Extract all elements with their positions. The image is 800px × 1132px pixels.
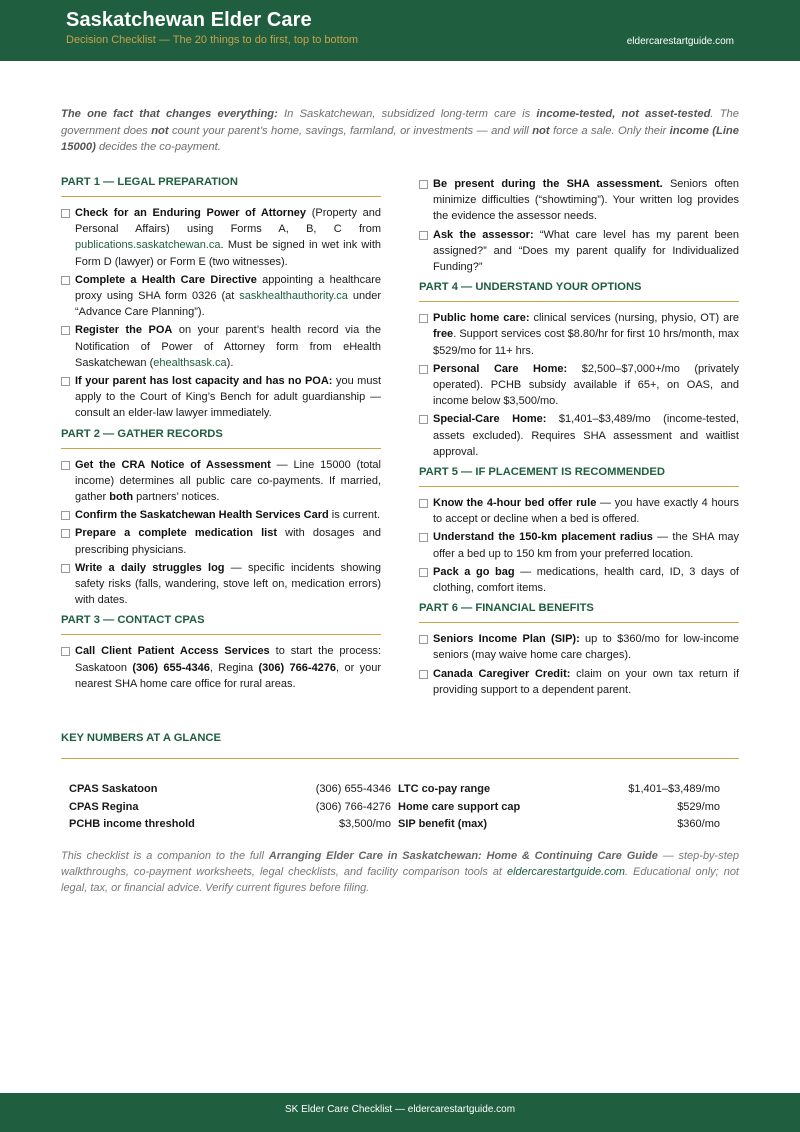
item-text: (Property and Personal Affairs) using Forms A, B, C from xyxy=(75,207,382,236)
checkbox-icon[interactable] xyxy=(61,461,70,470)
part3-section xyxy=(61,614,381,692)
part5-section xyxy=(419,466,739,596)
key-row xyxy=(398,816,720,834)
part2-section xyxy=(61,428,381,609)
intro-bold: income-tested, not asset-tested xyxy=(536,108,711,120)
part6-title: PART 6 — FINANCIAL BENEFITS xyxy=(419,602,739,623)
item-link[interactable]: saskhealthauthority.ca xyxy=(239,290,348,303)
checklist-item xyxy=(61,457,381,506)
key-value: $1,401–$3,489/mo xyxy=(628,783,720,795)
checkbox-icon[interactable] xyxy=(61,529,70,538)
item-text: , or your nearest SHA home care office for rural areas. xyxy=(75,661,381,690)
checklist-item xyxy=(419,361,739,410)
part1-title: PART 1 — LEGAL PREPARATION xyxy=(61,176,381,197)
item-text: ). xyxy=(226,356,234,369)
checklist-item xyxy=(61,272,381,321)
checklist-item xyxy=(419,310,739,359)
checklist-item xyxy=(419,495,739,527)
checkbox-icon[interactable] xyxy=(61,564,70,573)
item-heading: Personal Care Home: xyxy=(433,362,568,375)
checkbox-icon[interactable] xyxy=(61,377,70,386)
part2-title: PART 2 — GATHER RECORDS xyxy=(61,428,381,449)
checklist-item xyxy=(419,176,739,225)
item-text: — you have exactly 4 hours to accept or decline when a bed is offered. xyxy=(433,497,739,526)
item-bold: free xyxy=(433,328,454,341)
key-row xyxy=(69,799,391,817)
item-text: on your parent’s health record via the Notification of Power of Attorney form from eHealth Saskatchewan ( xyxy=(75,324,381,369)
key-label: Home care support cap xyxy=(398,800,521,813)
header-banner xyxy=(0,0,800,61)
footnote-text: — step-by-step walkthroughs, co-payment worksheets, legal checklists, and facility comparison tools at xyxy=(61,850,740,879)
checkbox-icon[interactable] xyxy=(419,180,428,189)
checklist-item xyxy=(419,666,739,698)
item-text: Seniors often minimize difficulties (“showtiming”). Your written log provides the evidence the assessor needs. xyxy=(433,178,739,223)
item-heading: Ask the assessor: xyxy=(433,228,534,241)
page-title: Saskatchewan Elder Care xyxy=(66,9,312,31)
item-text: , Regina xyxy=(209,661,259,674)
checkbox-icon[interactable] xyxy=(419,365,428,374)
checkbox-icon[interactable] xyxy=(61,326,70,335)
page-subtitle: Decision Checklist — The 20 things to do first, top to bottom xyxy=(66,34,359,46)
item-heading: Canada Caregiver Credit: xyxy=(433,667,571,680)
checkbox-icon[interactable] xyxy=(419,533,428,542)
checkbox-icon[interactable] xyxy=(419,568,428,577)
checklist-item xyxy=(419,411,739,460)
footnote-text: This checklist is a companion to the full xyxy=(61,850,269,862)
part4-section xyxy=(419,281,739,460)
guide-title: Arranging Elder Care in Saskatchewan: Home & Continuing Care Guide xyxy=(268,850,658,862)
item-heading: Prepare a complete medication list xyxy=(75,527,277,540)
item-text: $1,401–$3,489/mo (income-tested, assets excluded). Requires SHA assessment and waitlist approval. xyxy=(433,413,739,458)
intro-bold: income (Line 15000) xyxy=(61,124,739,153)
part4-title: PART 4 — UNDERSTAND YOUR OPTIONS xyxy=(419,281,739,302)
item-heading: Call Client Patient Access Services xyxy=(75,645,270,658)
checklist-item xyxy=(419,227,739,276)
checklist-item xyxy=(61,560,381,609)
item-heading: Know the 4-hour bed offer rule xyxy=(433,497,597,510)
key-label: PCHB income threshold xyxy=(69,818,195,831)
key-row xyxy=(398,781,720,799)
item-text: is current. xyxy=(328,509,381,522)
item-heading: If your parent has lost capacity and has no POA: xyxy=(75,375,333,388)
checklist-item xyxy=(419,564,739,596)
item-text: clinical services (nursing, physio, OT) are xyxy=(529,312,739,325)
right-column xyxy=(419,176,739,704)
intro-bold: not xyxy=(151,124,169,137)
intro-text: force a sale. Only their xyxy=(549,124,670,137)
key-label: SIP benefit (max) xyxy=(398,818,488,831)
checkbox-icon[interactable] xyxy=(419,499,428,508)
item-heading: Complete a Health Care Directive xyxy=(75,273,257,286)
checkbox-icon[interactable] xyxy=(61,276,70,285)
key-numbers-table xyxy=(61,781,739,841)
checklist-item xyxy=(61,525,381,557)
part6-section xyxy=(419,602,739,698)
item-text: up to $360/mo for low-income seniors (may waive home care charges). xyxy=(433,633,739,662)
checklist-item xyxy=(61,373,381,422)
key-value: $529/mo xyxy=(677,800,720,813)
item-heading: Get the CRA Notice of Assessment xyxy=(75,458,271,471)
footnote-text: . Educational only; not legal, tax, or financial advice. Verify current figures before filing. xyxy=(61,866,739,895)
checklist-item xyxy=(61,322,381,371)
item-text: claim on your own tax return if providing support to a dependent parent. xyxy=(433,667,739,696)
intro-bold: not xyxy=(532,124,550,137)
checkbox-icon[interactable] xyxy=(419,670,428,679)
part3-title: PART 3 — CONTACT CPAS xyxy=(61,614,381,635)
key-row xyxy=(69,781,391,799)
item-text: you must apply to the Court of King’s Bench for adult guardianship — consult an elder-law lawyer immediately. xyxy=(75,375,381,420)
key-numbers-left xyxy=(69,781,391,834)
item-text: appointing a healthcare proxy using SHA form 0326 (at xyxy=(75,273,381,303)
key-numbers-section xyxy=(61,732,739,841)
item-bold: (306) 655-4346 xyxy=(132,661,210,674)
key-row xyxy=(69,816,391,834)
part1-section xyxy=(61,176,381,422)
item-heading: Be present during the SHA assessment. xyxy=(433,178,663,190)
item-text: partners’ notices. xyxy=(133,491,220,504)
key-label: CPAS Saskatoon xyxy=(69,783,158,795)
item-bold: (306) 766-4276 xyxy=(258,661,337,674)
item-text: “What care level has my parent been assigned?” and “Does my parent qualify for Individualized Funding?” xyxy=(433,228,739,274)
checklist-item xyxy=(419,631,739,663)
checklist-item xyxy=(61,205,381,270)
item-text: . Must be signed in wet ink with Form D (lawyer) or Form E (two witnesses). xyxy=(75,239,381,268)
intro-lead: The one fact that changes everything: xyxy=(61,108,278,120)
item-text: to start the process: Saskatoon xyxy=(75,645,382,674)
footnote-link[interactable]: eldercarestartguide.com xyxy=(506,866,625,879)
item-text: — medications, health card, ID, 3 days of clothing, comfort items. xyxy=(433,565,739,595)
key-label: CPAS Regina xyxy=(69,800,139,813)
footnote-paragraph xyxy=(61,848,739,897)
item-text: — Line 15000 (total income) determines all public care co-payments. If married, gather xyxy=(75,458,381,504)
checkbox-icon[interactable] xyxy=(419,314,428,323)
key-value: $3,500/mo xyxy=(339,818,391,831)
item-heading: Write a daily struggles log xyxy=(75,561,225,574)
footer-banner xyxy=(0,1093,800,1132)
item-bold: both xyxy=(109,491,134,504)
footer-text: SK Elder Care Checklist — eldercarestartguide.com xyxy=(284,1104,516,1115)
checkbox-icon[interactable] xyxy=(419,635,428,644)
key-label: LTC co-pay range xyxy=(398,783,491,795)
part3-continued xyxy=(419,176,739,275)
intro-text: count your parent’s home, savings, farmland, or investments — and will xyxy=(168,124,533,137)
left-column xyxy=(61,176,381,698)
item-text: — specific incidents showing safety risks (falls, wandering, stove left on, medication errors) with dates. xyxy=(75,561,381,607)
item-heading: Seniors Income Plan (SIP): xyxy=(433,633,580,646)
item-text: . Support services cost $8.80/hr for first 10 hrs/month, max $529/mo for 11+ hrs. xyxy=(433,328,739,357)
item-heading: Check for an Enduring Power of Attorney xyxy=(75,207,307,219)
intro-text: decides the co-payment. xyxy=(95,141,221,153)
key-row xyxy=(398,799,720,817)
item-heading: Confirm the Saskatchewan Health Services Card xyxy=(75,509,329,522)
intro-paragraph xyxy=(61,106,739,156)
intro-text: In Saskatchewan, subsidized long-term care is xyxy=(277,108,537,120)
checkbox-icon[interactable] xyxy=(61,209,70,218)
key-value: (306) 655-4346 xyxy=(315,783,391,795)
item-heading: Understand the 150-km placement radius xyxy=(433,531,653,544)
key-numbers-title: KEY NUMBERS AT A GLANCE xyxy=(61,732,739,759)
checkbox-icon[interactable] xyxy=(61,511,70,520)
checkbox-icon[interactable] xyxy=(419,415,428,424)
header-site-link[interactable]: eldercarestartguide.com xyxy=(626,36,734,47)
item-link[interactable]: publications.saskatchewan.ca xyxy=(75,239,221,252)
item-heading: Public home care: xyxy=(433,312,530,325)
checklist-item xyxy=(61,643,381,692)
item-text: with dosages and prescribing physicians. xyxy=(75,527,381,556)
checklist-item xyxy=(419,529,739,561)
checkbox-icon[interactable] xyxy=(61,647,70,656)
key-value: $360/mo xyxy=(677,818,720,831)
item-heading: Pack a go bag xyxy=(433,565,515,578)
checkbox-icon[interactable] xyxy=(419,231,428,240)
item-text: under “Advance Care Planning”). xyxy=(75,290,381,319)
intro-text: . The government does xyxy=(61,108,740,137)
item-text: — the SHA may offer a bed up to 150 km from your preferred location. xyxy=(433,531,739,560)
item-heading: Register the POA xyxy=(75,324,173,337)
item-link[interactable]: ehealthsask.ca xyxy=(153,356,227,369)
checklist-item xyxy=(61,507,381,523)
item-text: $2,500–$7,000+/mo (privately operated). PCHB subsidy available if 65+, on OAS, and income below $3,500/mo. xyxy=(433,362,740,408)
item-heading: Special-Care Home: xyxy=(433,413,547,426)
part5-title: PART 5 — IF PLACEMENT IS RECOMMENDED xyxy=(419,466,739,487)
key-value: (306) 766-4276 xyxy=(315,800,391,813)
key-numbers-right xyxy=(398,781,720,834)
